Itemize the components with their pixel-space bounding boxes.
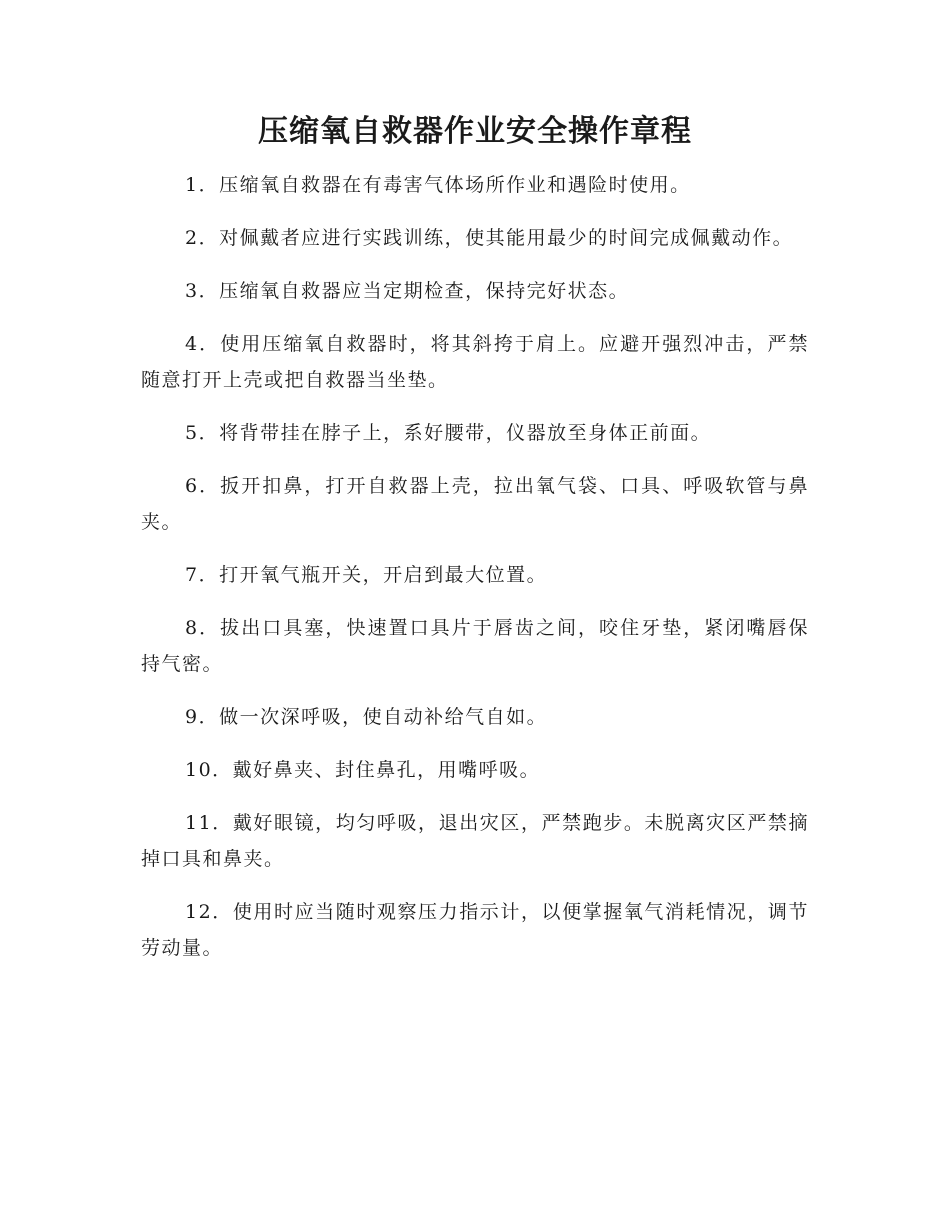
document-body <box>141 167 809 983</box>
paragraph-10: 10．戴好鼻夹、封住鼻孔，用嘴呼吸。 <box>185 759 541 781</box>
paragraph-6: 6．扳开扣鼻，打开自救器上壳，拉出氧气袋、口具、呼吸软管与鼻夹。 <box>141 475 809 533</box>
paragraph-5: 5．将背带挂在脖子上，系好腰带，仪器放至身体正前面。 <box>185 422 712 444</box>
paragraph-4: 4．使用压缩氧自救器时，将其斜挎于肩上。应避开强烈冲击，严禁随意打开上壳或把自救器当坐垫。 <box>141 333 809 391</box>
paragraph-3: 3．压缩氧自救器应当定期检查，保持完好状态。 <box>185 280 630 302</box>
paragraph-2: 2．对佩戴者应进行实践训练，使其能用最少的时间完成佩戴动作。 <box>185 227 794 249</box>
paragraph-8: 8．拔出口具塞，快速置口具片于唇齿之间，咬住牙垫，紧闭嘴唇保持气密。 <box>141 617 809 675</box>
document-title: 压缩氧自救器作业安全操作章程 <box>258 114 692 149</box>
paragraph-11: 11．戴好眼镜，均匀呼吸，退出灾区，严禁跑步。未脱离灾区严禁摘掉口具和鼻夹。 <box>141 812 809 870</box>
paragraph-1: 1．压缩氧自救器在有毒害气体场所作业和遇险时使用。 <box>185 174 691 196</box>
paragraph-9: 9．做一次深呼吸，使自动补给气自如。 <box>185 706 548 728</box>
paragraph-7: 7．打开氧气瓶开关，开启到最大位置。 <box>185 564 548 586</box>
paragraph-12: 12．使用时应当随时观察压力指示计，以便掌握氧气消耗情况，调节劳动量。 <box>141 901 809 959</box>
